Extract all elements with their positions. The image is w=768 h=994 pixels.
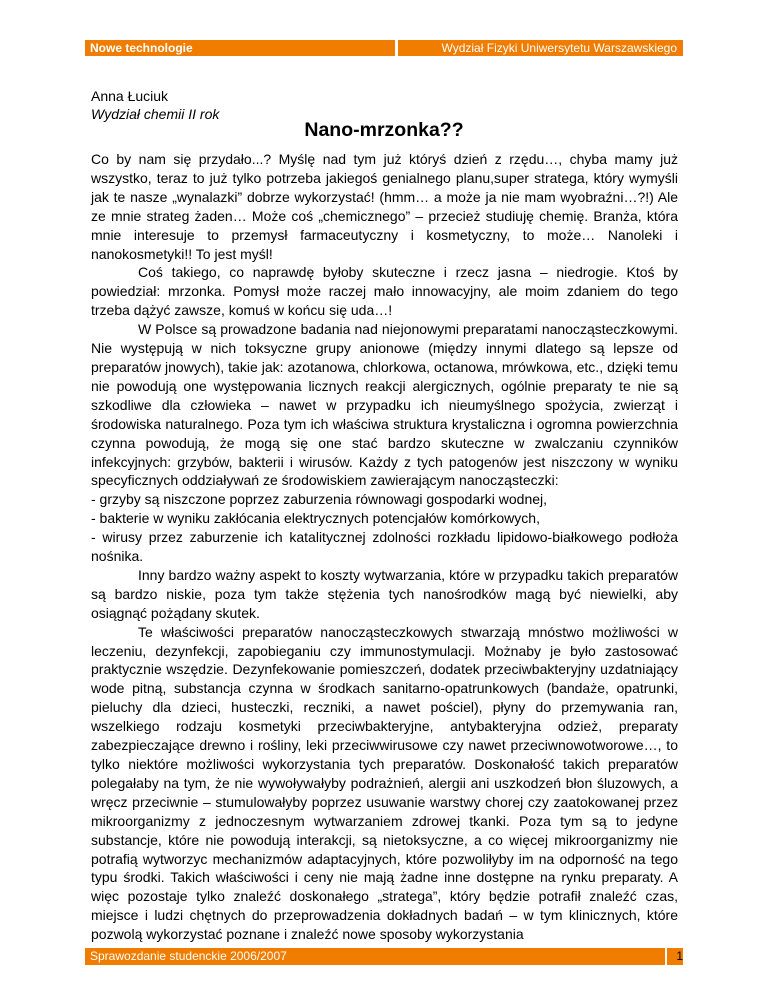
paragraph: Te właściwości preparatów nanocząsteczkowych stwarzają mnóstwo możliwości w leczeniu, dezynfekcji, zapobieganiu czy immunostymulacji. Możnaby je było zastosować praktycznie wszędzie. Dezynfekowanie pomieszczeń, dodatek przeciwbakteryjny uzdatniający wode pitną, substancja czynna w środkach sanitarno-opatrunkowych (bandaże, opatrunki, pieluchy dla dzieci, husteczki, reczniki, a nawet pościel), płyny do przemywania ran, wszelkiego rodzaju kosmetyki przeciwbakteryjne, antybakteryjna odzież, preparaty zabezpieczające drewno i rośliny, leki przeciwwirusowe czy nawet przeciwnowotworowe…, to tylko niektóre możliwości wykorzystania tych preparatów. Doskonałość takich preparatów polegałaby na tym, że nie wywoływałyby podrażnień, alergii ani uszkodzeń błon śluzowych, a wręcz przeciwnie – stumulowałyby poprzez usuwanie warstwy chorej czy zaatokowanej przez mikroorganizmy z jednoczesnym wytwarzaniem zdrowej tkanki. Poza tym są to jedyne substancje, które nie powodują interakcji, są nietoksyczne, a co więcej mikroorganizmy nie potrafią wytworzyc mechanizmów adaptacyjnych, które pozwoliłyby im na odporność na tego typu środki. Takich właściwości i ceny nie mają żadne inne dostępne na rynku preparaty. A więc pozostaje tylko znaleźć doskonałego „stratega”, który będzie potrafił znaleźć czas, miejsce i ludzi chętnych do przeprowadzenia dokładnych badań – w tym klinicznych, które pozwolą wykorzystać poznane i znaleźć nowe sposoby wykorzystania <box>91 623 678 943</box>
article-body <box>91 150 678 944</box>
list-item: - bakterie w wyniku zakłócania elektrycznych potencjałów komórkowych, <box>91 510 540 527</box>
header-left-title: Nowe technologie <box>85 40 395 56</box>
author-name: Anna Łuciuk <box>91 88 169 104</box>
list-item: - grzyby są niszczone poprzez zaburzenia równowagi gospodarki wodnej, <box>91 491 548 508</box>
footer-title: Sprawozdanie studenckie 2006/2007 <box>85 948 665 965</box>
author-department: Wydział chemii II rok <box>91 106 220 122</box>
paragraph: W Polsce są prowadzone badania nad niejonowymi preparatami nanocząsteczkowymi. Nie występują w nich toksyczne grupy anionowe (między innymi dlatego są lepsze od preparatów jnowych), takie jak: azotanowa, chlorkowa, octanowa, mrówkowa, etc., dzięki temu nie powodują one występowania licznych reakcji alergicznych, ogólnie preparaty te nie są szkodliwe dla człowieka – nawet w przypadku ich nieumyślnego spożycia, zwierząt i środowiska naturalnego. Poza tym ich właściwa struktura krystaliczna i ogromna powierzchnia czynna powodują, że mogą się one stać bardzo skuteczne w zwalczaniu czynników infekcyjnych: grzybów, bakterii i wirusów. Każdy z tych patogenów jest niszczony w wyniku specyficznych oddziaływań ze środowiskiem zawierającym nanocząsteczki: <box>91 321 678 489</box>
paragraph: Inny bardzo ważny aspekt to koszty wytwarzania, które w przypadku takich preparatów są bardzo niskie, poza tym także stężenia tych nanośrodków magą być niewielki, aby osiągnąć pożądany skutek. <box>91 566 678 621</box>
header-right-title: Wydział Fizyki Uniwersytetu Warszawskiego <box>398 40 683 56</box>
page-number: 1 <box>667 948 683 965</box>
page-title: Nano-mrzonka?? <box>304 119 464 141</box>
paragraph: Co by nam się przydało...? Myślę nad tym już któryś dzień z rzędu…, chyba mamy już wszystko, teraz to już tylko potrzeba jakiegoś genialnego planu,super stratega, który wymyśli jak te nasze „wynalazki” dobrze wykorzystać! (hmm… a może ja nie mam wyobraźni…?!) Ale ze mnie strateg żaden… Może coś „chemicznego” – przecież studiuję chemię. Branża, która mnie interesuje to przemysł farmaceutyczny i kosmetyczny, to może… Nanoleki i nanokosmetyki!! To jest myśl! <box>91 151 678 262</box>
list-item: - wirusy przez zaburzenie ich katalitycznej zdolności rozkładu lipidowo-białkowego podłoża nośnika. <box>91 529 678 565</box>
paragraph: Coś takiego, co naprawdę byłoby skuteczne i rzecz jasna – niedrogie. Ktoś by powiedział: mrzonka. Pomysł może raczej mało innowacyjny, ale moim zdaniem do tego trzeba dążyć zawsze, komuś w końcu się uda…! <box>91 264 678 319</box>
